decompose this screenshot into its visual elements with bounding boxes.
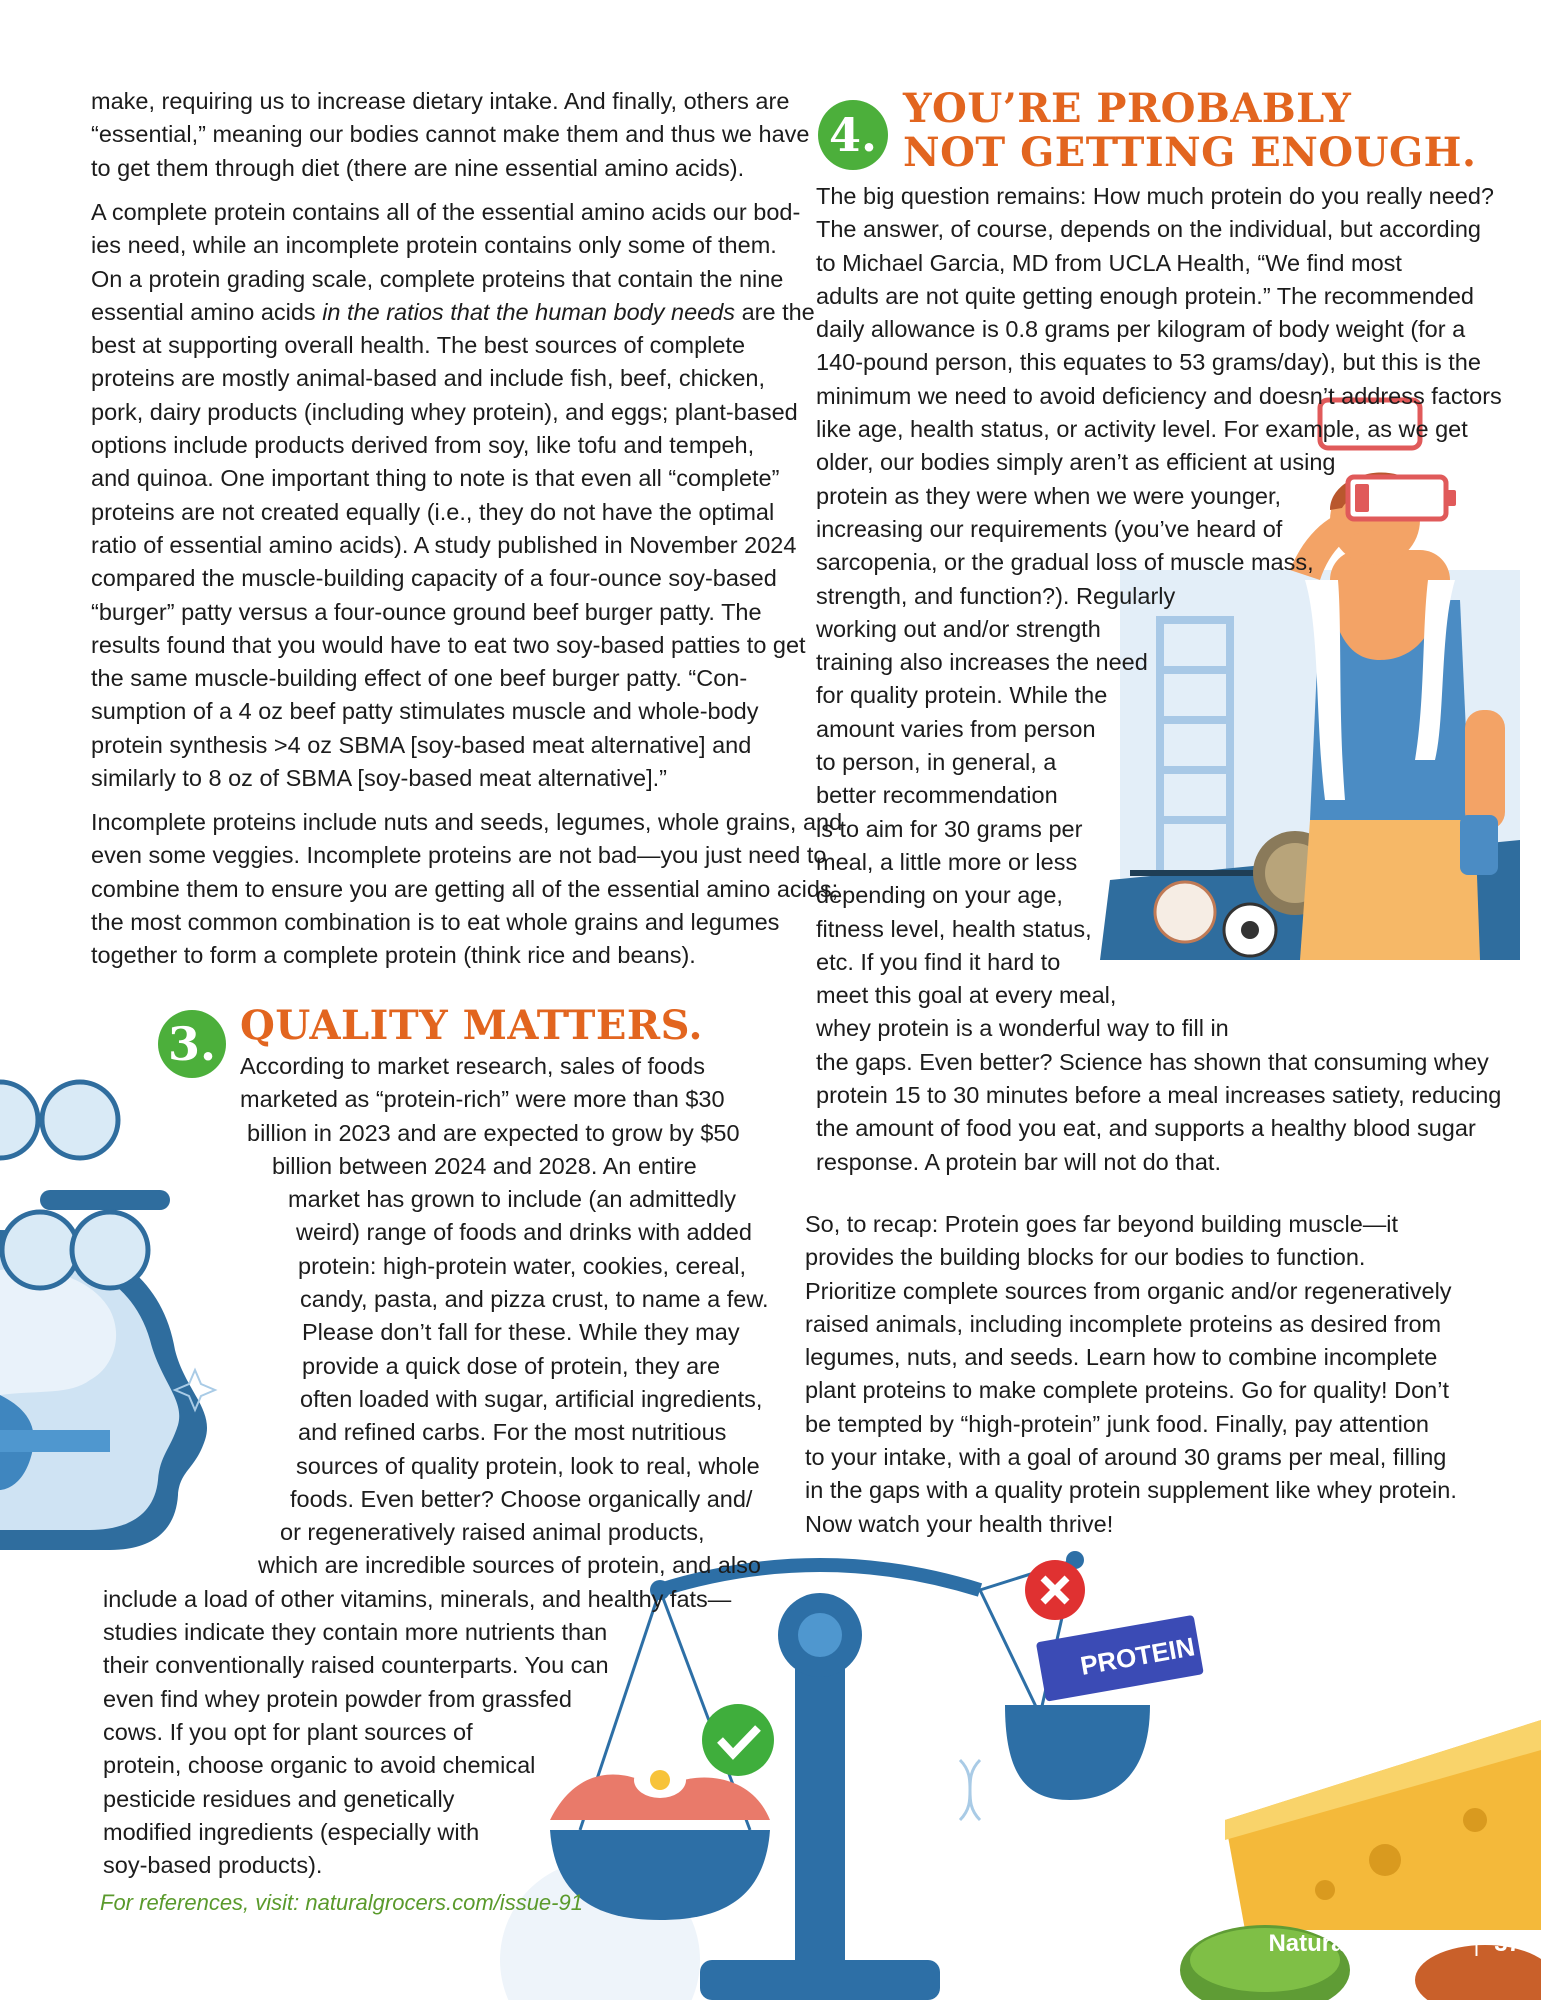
registered-mark: ® [1449, 1931, 1459, 1945]
footer-separator: | [1473, 1930, 1480, 1957]
incomplete-protein-paragraph: Incomplete proteins include nuts and seeds, legumes, whole grains, and even some veggies. Incomplete proteins are not bad—you just need to combine them to ensure you are getting all of the essential amino acids; the most common combination is to eat whole grains and legumes together to form a complete protein (think rice and beans). [91, 809, 843, 969]
section-4-heading: YOU’RE PROBABLY NOT GETTING ENOUGH. [903, 85, 1477, 176]
complete-protein-paragraph: A complete protein contains all of the essential amino acids our bod- ies need, while an incomplete protein contains only some of them. On a protein grading scale, complete proteins that contain the nine essential amino acids in the ratios that the human body needs are the best at supporting overall health. The best sources of complete proteins are mostly animal-based and include fish, beef, chicken, pork, dairy products (including whey protein), and eggs; plant-based options include products derived from soy, like tofu and tempeh, and quinoa. One important thing to note is that even all “complete” proteins are not created equally (i.e., they do not have the optimal ratio of essential amino acids). A study published in November 2024 compared the muscle-building capacity of a four-ounce soy-based “burger” patty versus a four-ounce ground beef burger patty. The results found that you would have to eat two soy-based patties to get the same muscle-building effect of one beef burger patty. “Con- sumption of a 4 oz beef patty stimulates muscle and whole-body protein synthesis >4 oz SBMA [soy-based meat alternative] and similarly to 8 oz of SBMA [soy-based meat alternative].” [91, 199, 815, 792]
recap-paragraph: So, to recap: Protein goes far beyond building muscle—it provides the building blocks for our bodies to function. Prioritize complete sources from organic and/or regeneratively raised animals, including incomplete proteins as desired from legumes, nuts, and seeds. Learn how to combine incomplete plant proteins to make complete proteins. Go for quality! Don’t be tempted by “high-protein” junk food. Finally, pay attention to your intake, with a goal of around 30 grams per meal, filling in the gaps with a quality protein supplement like whey protein. Now watch your health thrive! [805, 1211, 1457, 1537]
section-4-badge: 4. [818, 100, 888, 170]
section-3-badge: 3. [158, 1010, 226, 1078]
page-number: 37 [1494, 1930, 1521, 1957]
section-3-heading: QUALITY MATTERS. [240, 1002, 703, 1049]
intro-paragraph: make, requiring us to increase dietary intake. And finally, others are “essential,” meaning our bodies cannot make them and thus we have to get them through diet (there are nine essential amino acids). [91, 88, 810, 181]
section-3-body: According to market research, sales of foods marketed as “protein-rich” were more than $30 billion in 2023 and are expected to grow by $50 billion between 2024 and 2028. An entire market has grown to include (an admittedly weird) range of foods and drinks with added protein: high-protein water, cookies, cereal, candy, pasta, and pizza crust, to name a few. Please don’t fall for these. While they may provide a quick dose of protein, they are often loaded with sugar, artificial ingredients, and refined carbs. For the most nutritious sources of quality protein, look to real, whole foods. Even better? Choose organically and/ or regeneratively raised animal products, which are incredible sources of protein, and also include a load of other vitamins, minerals, and healthy fats— studies indicate they contain more nutrients than their conventionally raised counterparts. You can even find whey protein powder from grassfed cows. If you opt for plant sources of protein, choose organic to avoid chemical pesticide residues and genetically modified ingredients (especially with soy-based products). [103, 1053, 769, 1879]
references-link[interactable]: For references, visit: naturalgrocers.com/issue-91 [100, 1890, 583, 1915]
brand-name: Natural Grocers [1268, 1930, 1450, 1957]
protein-bar-label: PROTEIN [1078, 1631, 1198, 1681]
section-4-body: The big question remains: How much protein do you really need? The answer, of course, depends on the individual, but according to Michael Garcia, MD from UCLA Health, “We find most adults are not quite getting enough protein.” The recommended daily allowance is 0.8 grams per kilogram of body weight (for a 140-pound person, this equates to 53 grams/day), but this is the minimum we need to avoid deficiency and doesn’t address factors like age, health status, or activity level. For example, as we get older, our bodies simply aren’t as efficient at using protein as they were when we were younger, increasing our requirements (you’ve heard of sarcopenia, or the gradual loss of muscle mass, strength, and function?). Regularly working out and/or strength training also increases the need for quality protein. While the amount varies from person to person, in general, a better recommendation is to aim for 30 grams per meal, a little more or less depending on your age, fitness level, health status, etc. If you find it hard to meet this goal at every meal, whey protein is a wonderful way to fill in the gaps. Even better? Science has shown that consuming whey protein 15 to 30 minutes before a meal increases satiety, reducing the amount of food you eat, and supports a healthy blood sugar response. A protein bar will not do that. [816, 183, 1502, 1175]
page-footer [1268, 1930, 1521, 1958]
